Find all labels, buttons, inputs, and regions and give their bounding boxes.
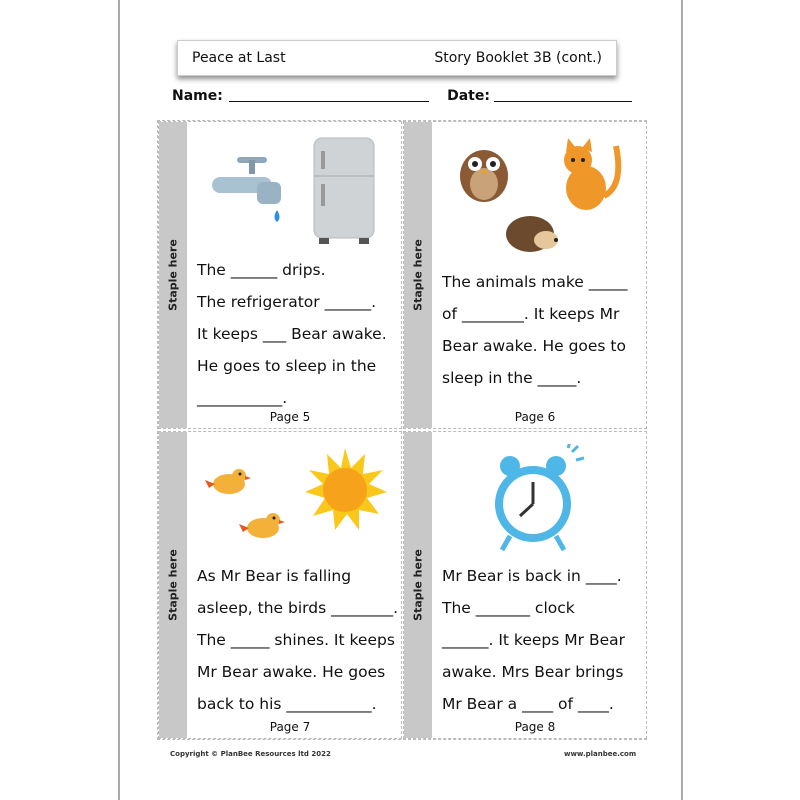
bird-icon bbox=[237, 506, 287, 546]
refrigerator-icon bbox=[309, 136, 379, 248]
staple-strip: Staple here bbox=[159, 432, 187, 738]
page-7-text: As Mr Bear is falling asleep, the birds ________. The _____ shines. It keeps Mr Bear awake. He goes back to his ___________. bbox=[197, 567, 399, 713]
date-line[interactable] bbox=[494, 88, 632, 102]
page-6-text: The animals make _____ of ________. It keeps Mr Bear awake. He goes to sleep in the _____. bbox=[442, 273, 628, 387]
page-5-text: The ______ drips. The refrigerator ______. It keeps ___ Bear awake. He goes to sleep in the ___________. bbox=[197, 261, 387, 407]
bird-icon bbox=[203, 462, 253, 502]
sun-icon bbox=[303, 448, 387, 532]
tap-icon bbox=[207, 142, 297, 232]
name-date-row bbox=[172, 88, 632, 104]
page-number: Page 6 bbox=[514, 410, 556, 424]
booklet-panel-page-5 bbox=[158, 121, 402, 429]
page-number: Page 5 bbox=[269, 410, 311, 424]
page-number: Page 7 bbox=[269, 720, 311, 734]
booklet-panel-page-7 bbox=[158, 431, 402, 739]
page-number: Page 8 bbox=[514, 720, 556, 734]
cat-icon bbox=[556, 136, 624, 216]
name-label: Name: bbox=[172, 88, 223, 104]
title-banner bbox=[177, 40, 617, 76]
staple-strip: Staple here bbox=[404, 122, 432, 428]
website-link[interactable]: www.planbee.com bbox=[564, 750, 637, 758]
hedgehog-icon bbox=[504, 210, 560, 254]
date-label: Date: bbox=[447, 88, 490, 104]
booklet-panel-page-8 bbox=[403, 431, 647, 739]
staple-strip: Staple here bbox=[404, 432, 432, 738]
name-line[interactable] bbox=[229, 88, 429, 102]
page-8-text: Mr Bear is back in ____. The _______ clock ______. It keeps Mr Bear awake. Mrs Bear brings Mr Bear a ____ of ____. bbox=[442, 567, 625, 713]
copyright-notice: Copyright © PlanBee Resources ltd 2022 bbox=[170, 750, 331, 758]
owl-icon bbox=[456, 140, 512, 204]
booklet-panel-page-6 bbox=[403, 121, 647, 429]
alarm-clock-icon bbox=[486, 444, 586, 556]
booklet-grid bbox=[157, 120, 647, 740]
booklet-label: Story Booklet 3B (cont.) bbox=[434, 50, 602, 66]
staple-strip: Staple here bbox=[159, 122, 187, 428]
worksheet-title: Peace at Last bbox=[192, 50, 286, 66]
